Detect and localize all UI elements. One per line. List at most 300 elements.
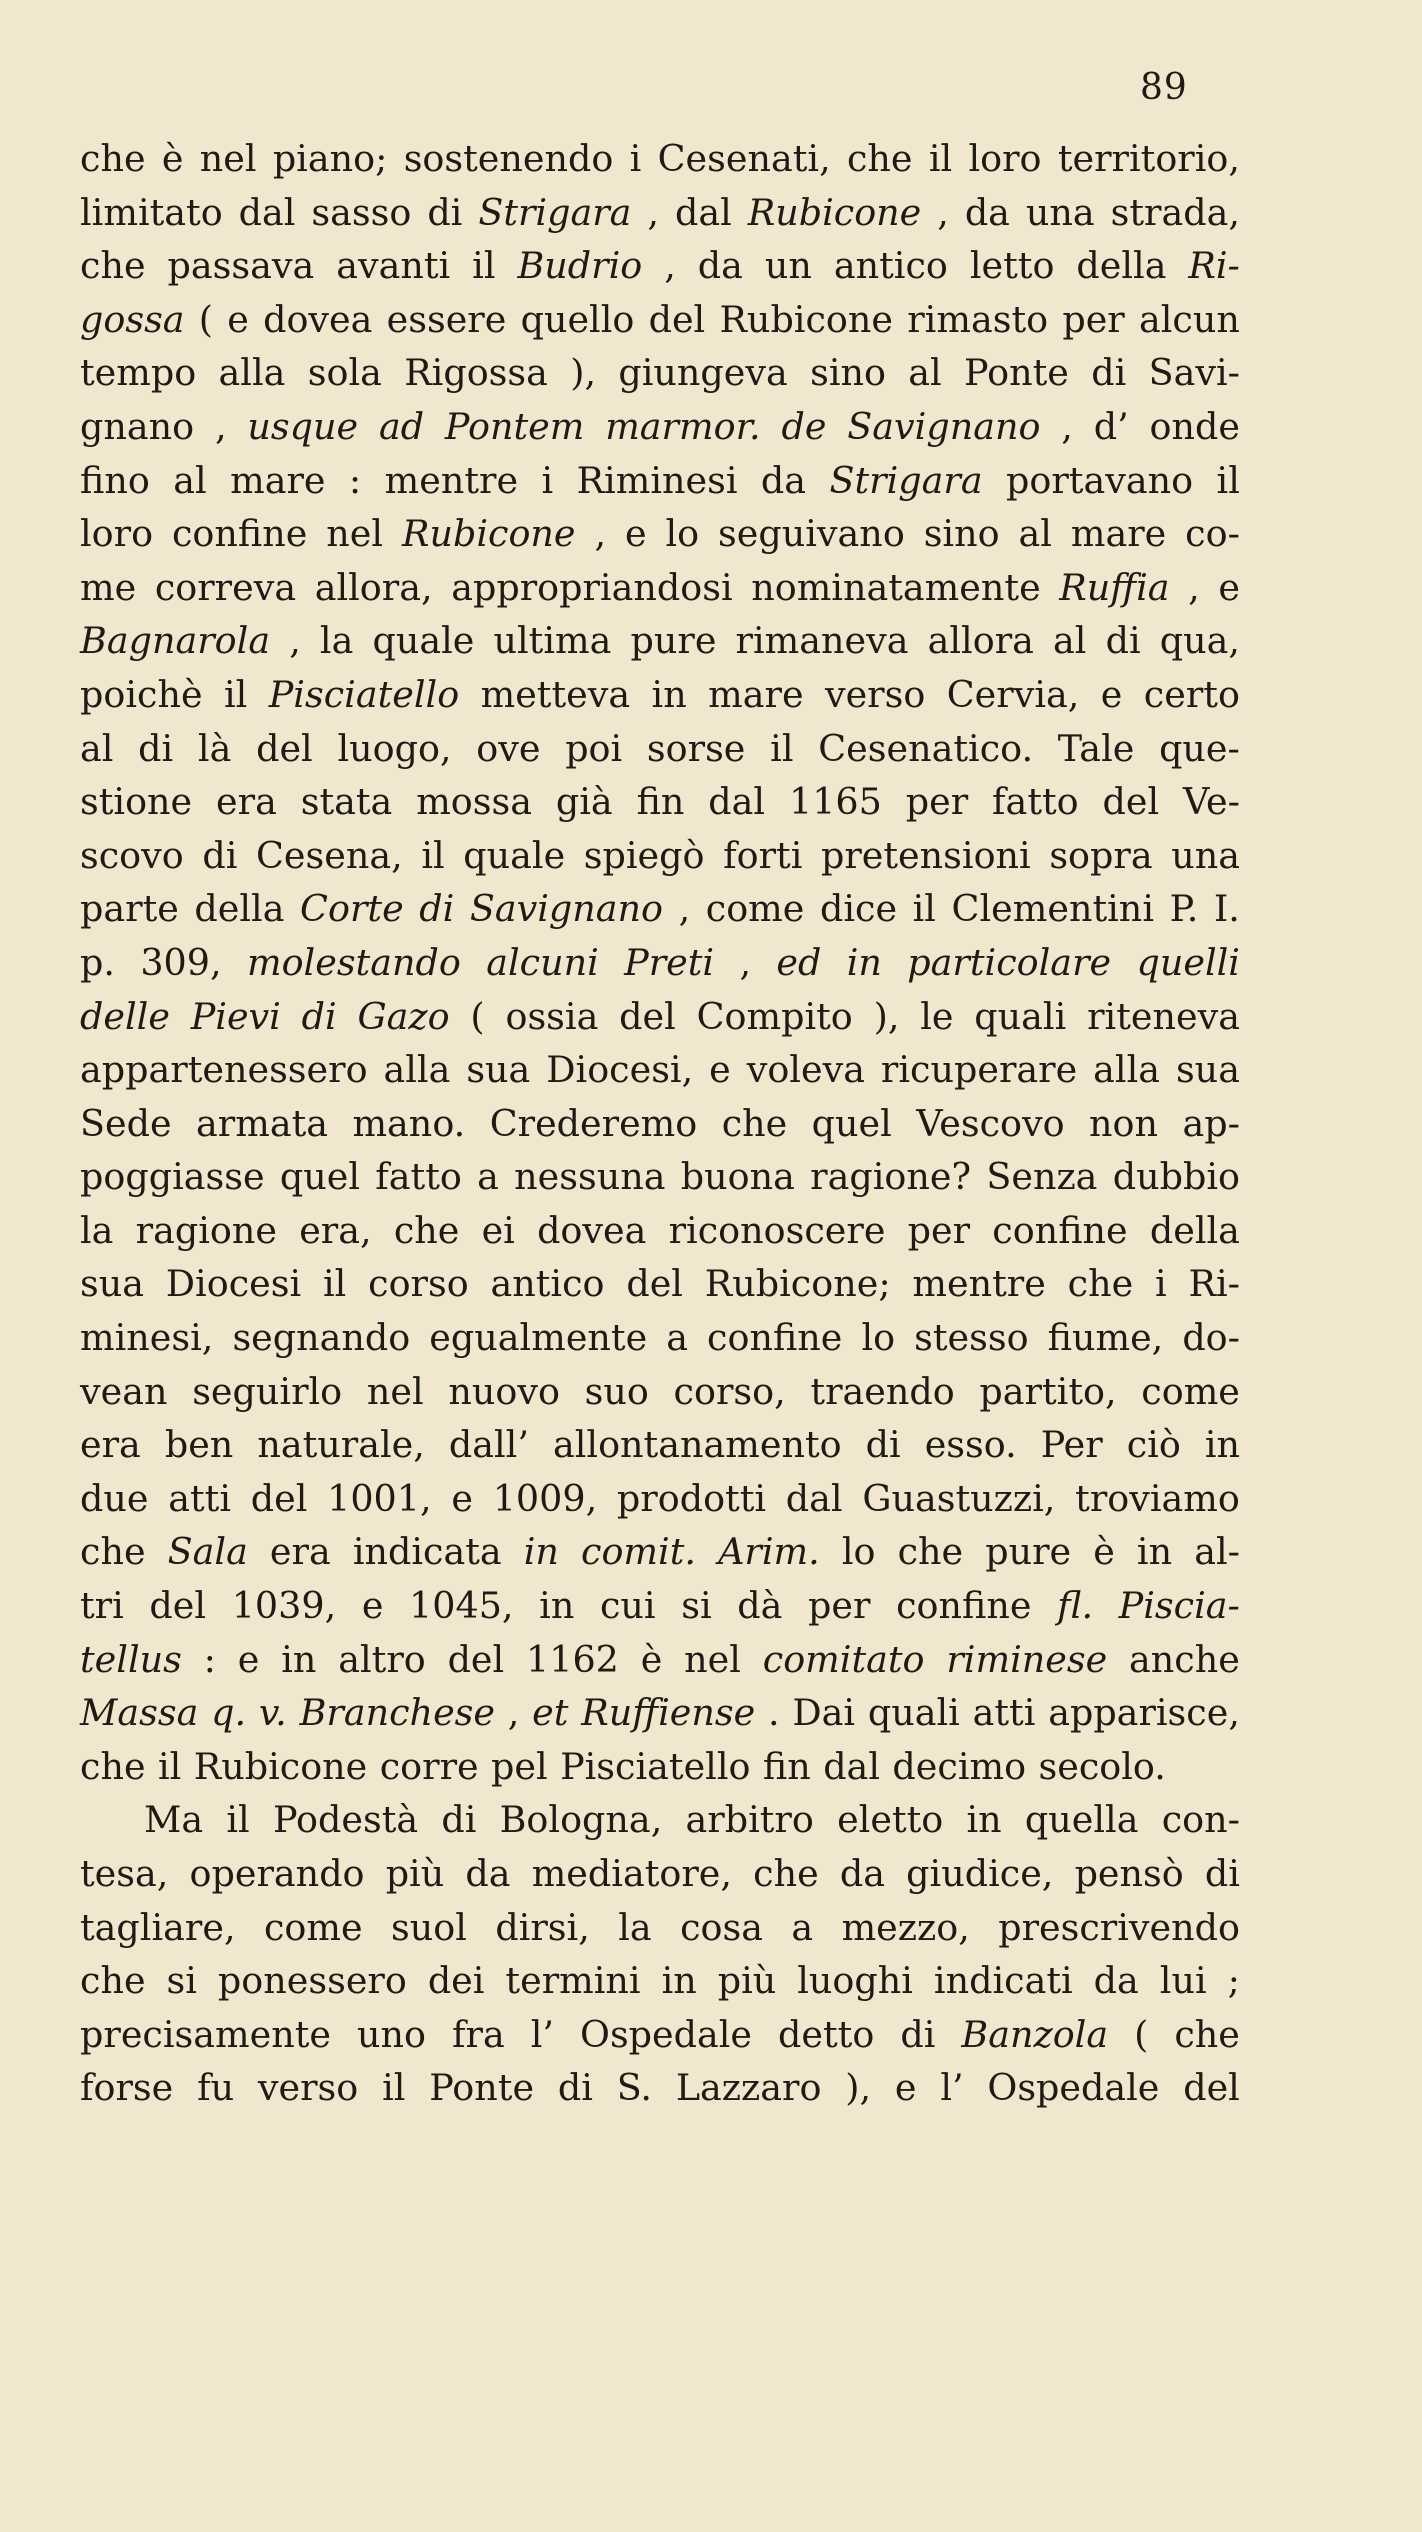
word: dovea [263,297,373,341]
italic-word: q. [211,1691,247,1735]
italic-word: marmor. [605,404,761,448]
text-line [80,1901,1240,1955]
word: fra [452,2012,505,2056]
word: , [664,244,676,288]
word: corso [368,1262,469,1306]
word: certo [1143,672,1240,716]
word: Diocesi, [546,1048,694,1092]
word: non [1089,1101,1159,1145]
word: e [227,297,249,341]
word: voleva [746,1048,865,1092]
word: corre [379,1744,479,1788]
text-line [80,1847,1240,1901]
word: , [507,1691,520,1735]
word: qua, [1159,619,1240,663]
text-line [80,186,1240,240]
word: : [348,458,362,502]
word: quali [867,1691,960,1735]
word: Ponte [964,351,1069,395]
word: Podestà [272,1798,419,1842]
word: sino [810,351,886,395]
word: al [908,351,942,395]
word: fino [80,458,150,502]
italic-word: comit. [581,1530,696,1574]
italic-word: di [301,994,337,1038]
word: la [80,1208,114,1252]
text-line [80,1043,1240,1097]
word: che [1067,1262,1134,1306]
word: Vescovo [916,1101,1065,1145]
word: Ospedale [987,2066,1160,2110]
word: che [846,137,913,180]
word: del [1183,2066,1240,2110]
word: cosa [680,1905,763,1949]
word: cui [599,1584,656,1628]
word: rimasto [907,297,1049,341]
word: altro [338,1637,426,1681]
word: essere [386,297,507,341]
word: che [80,1744,146,1788]
word: di [441,1798,477,1842]
text-line [80,936,1240,990]
word: fin [636,780,685,824]
word: indicati [933,1959,1073,2003]
word: traendo [810,1369,955,1413]
word: Ve- [1183,780,1240,824]
text-line [80,668,1240,722]
word: tri [80,1584,124,1628]
word: precisamente [80,2012,332,2056]
italic-word: Strigara [829,458,983,502]
word: letto [969,244,1055,288]
word: lo [861,1316,896,1360]
word: giudice, [906,1852,1054,1895]
italic-word: Rubicone [747,190,922,234]
word: riteneva [1087,994,1240,1038]
word: loro [968,137,1042,180]
word: nessuna [514,1155,666,1199]
word: che [393,1208,460,1252]
word: fiume, [1047,1316,1164,1360]
italic-word: Arim. [718,1530,820,1574]
text-line [80,2008,1240,2062]
word: quel [279,1155,360,1199]
word: poichè [80,672,203,716]
word: era [216,780,277,824]
word: 1045, [409,1584,514,1628]
word: dal [823,1744,880,1788]
italic-word: Banzola [961,2012,1109,2056]
word: i [629,137,642,180]
word: del [1102,780,1160,824]
word: i [541,458,554,502]
word: in [281,1637,317,1681]
word: ; [1227,1959,1240,2003]
word: dei [427,1959,485,2003]
word: arbitro [685,1798,814,1842]
word: Crederemo [489,1101,698,1145]
word: termini [505,1959,641,2003]
word: P. [1169,887,1199,931]
word: suo [584,1369,649,1413]
word: , [739,940,752,984]
word: metteva [480,672,631,716]
word: è [1093,1530,1115,1574]
word: antico [490,1262,605,1306]
italic-word: gossa [80,297,185,341]
word: e [624,512,647,556]
text-line [80,400,1240,454]
word: , [1188,565,1200,609]
word: segnando [232,1316,411,1360]
word: del [626,1262,683,1306]
word: come [1141,1369,1240,1413]
word: dirsi, [495,1905,590,1949]
text-line [80,1954,1240,2008]
word: da [964,190,1010,234]
word: sua [80,1262,144,1306]
text-line [80,507,1240,561]
text-line [80,882,1240,936]
text-line [80,561,1240,615]
italic-word: ed [776,940,822,984]
word: confine [707,1316,843,1360]
word: strada, [1110,190,1240,234]
italic-word: Pievi [190,994,281,1038]
text-line [80,454,1240,508]
word: mare [708,672,804,716]
page-number: 89 [1140,67,1188,108]
word: pretensioni [820,833,1031,877]
italic-word: tellus [80,1637,182,1681]
word: fu [197,2066,235,2110]
word: pure [630,619,717,663]
word: il [912,887,936,931]
word: ), [845,2066,872,2110]
word: di [865,1423,901,1467]
italic-word: et [532,1691,569,1735]
word: il [226,1798,250,1842]
text-line [80,1579,1240,1633]
word: del [256,726,313,770]
word: detto [778,2012,875,2056]
word: 1162 [526,1637,619,1681]
word: del [149,1584,207,1628]
word: in [966,1798,1002,1842]
word: pure [985,1530,1072,1574]
word: ove [476,726,541,770]
italic-word: alcuni [486,940,599,984]
word: S. [616,2066,653,2110]
word: in [651,672,687,716]
word: sorse [646,726,746,770]
italic-word: Corte [300,887,404,931]
italic-word: Savignano [469,887,664,931]
word: a [477,1155,499,1199]
word: in [539,1584,575,1628]
word: Rubicone [193,1744,368,1788]
word: suol [391,1905,467,1949]
word: di [1105,619,1141,663]
word: me [80,565,137,609]
italic-word: Strigara [478,190,632,234]
word: là [197,726,232,770]
word: al [1018,512,1052,556]
word: al [1053,619,1087,663]
word: Clementini [951,887,1154,931]
text-line [80,722,1240,776]
word: che [753,1852,819,1895]
word: uno [357,2012,427,2056]
word: il [928,137,953,180]
word: che [80,137,146,180]
text-line [80,239,1240,293]
word: per [1062,297,1125,341]
word: verso [824,672,926,716]
word: si [681,1584,712,1628]
italic-word: usque [247,404,359,448]
word: al- [1194,1530,1240,1574]
text-line [80,1740,1240,1794]
word: un [764,244,812,288]
word: Cesenati, [657,137,831,180]
word: Ospedale [580,2012,753,2056]
word: rimaneva [735,619,909,663]
word: ( [470,994,485,1038]
body-text [80,132,1240,2115]
word: giungeva [618,351,788,395]
italic-word: Branchese [299,1691,495,1735]
word: per [905,780,969,824]
text-line [80,990,1240,1044]
word: della [1149,1208,1240,1252]
word: stione [80,780,193,824]
word: Ri- [1188,1262,1240,1306]
word: appropriandosi [451,565,733,609]
word: , [594,512,607,556]
word: i [1155,1262,1167,1306]
word: per [808,1584,871,1628]
word: al [80,726,114,770]
word: il [157,1744,182,1788]
italic-word: fl. [1057,1584,1094,1628]
word: quale [463,833,566,877]
word: dice [819,887,898,931]
word: esso. [924,1423,1017,1467]
word: sua [466,1048,531,1092]
word: con- [1161,1798,1240,1842]
word: dal [708,780,766,824]
word: correva [154,565,297,609]
word: p. [80,940,115,984]
word: quella [1024,1798,1139,1842]
word: portavano [1006,458,1194,502]
word: corso, [673,1369,786,1413]
word: che [80,1530,146,1574]
text-line [80,1365,1240,1419]
text-line [80,1418,1240,1472]
word: mentre [912,1262,1046,1306]
word: poggiasse [80,1155,265,1199]
word: , [937,190,949,234]
word: ap- [1182,1101,1240,1145]
word: prescrivendo [998,1905,1240,1949]
text-line [80,1793,1240,1847]
word: alla [383,1048,451,1092]
italic-word: delle [80,994,170,1038]
word: luogo, [337,726,452,770]
word: Riminesi [576,458,738,502]
word: che [80,244,146,288]
word: era, [299,1208,372,1252]
word: il [322,1262,347,1306]
word: il [770,726,794,770]
word: nel [326,512,384,556]
word: ponessero [217,1959,407,2003]
word: ben [164,1423,234,1467]
word: mano. [352,1101,466,1145]
text-line [80,1311,1240,1365]
word: quali [974,994,1067,1038]
word: 1009, [492,1476,598,1520]
word: avanti [336,244,451,288]
word: e [361,1584,384,1628]
italic-word: Gazo [357,994,450,1038]
word: Lazzaro [675,2066,822,2110]
word: allora [927,619,1034,663]
word: della [1076,244,1167,288]
word: Ponte [429,2066,535,2110]
word: mezzo, [841,1905,970,1949]
word: tagliare, [80,1905,236,1949]
word: dubbio [1112,1155,1240,1199]
word: Rubicone [719,297,894,341]
word: di [1204,1852,1240,1895]
word: 309, [140,940,222,984]
word: fatto [992,780,1079,824]
word: atti [972,1691,1036,1735]
word: decimo [892,1744,1027,1788]
text-line [80,293,1240,347]
word: era [269,1530,331,1574]
word: del [250,1476,308,1520]
italic-word: Pontem [444,404,585,448]
italic-word: ad [378,404,425,448]
word: sola [307,351,382,395]
word: Pisciatello [560,1744,751,1788]
word: Diocesi [165,1262,302,1306]
word: eletto [837,1798,944,1842]
text-line [80,614,1240,668]
word: per [907,1208,971,1252]
word: da [697,244,743,288]
word: sua [1175,1048,1240,1092]
word: il [223,672,248,716]
word: mare [1070,512,1167,556]
word: appartenessero [80,1048,368,1092]
word: confine [992,1208,1128,1252]
word: ei [481,1208,515,1252]
word: forti [723,833,803,877]
word: quale [372,619,475,663]
italic-word: riminese [946,1637,1108,1681]
word: minesi, [80,1316,214,1360]
word: fin [762,1744,811,1788]
italic-word: particolare [907,940,1112,984]
word: la [618,1905,652,1949]
word: del [648,297,706,341]
word: allontanamento [552,1423,842,1467]
text-line [80,1204,1240,1258]
word: alcun [1138,297,1240,341]
word: è [640,1637,663,1681]
word: Senza [986,1155,1098,1199]
word: in [1204,1423,1240,1467]
word: Tale [1057,726,1135,770]
word: da [839,1852,886,1895]
word: alla [1093,1048,1161,1092]
word: quel [811,1101,892,1145]
word: nuovo [448,1369,560,1413]
text-line [80,1257,1240,1311]
word: lui [1159,1959,1207,2003]
word: egualmente [429,1316,648,1360]
italic-word: v. [258,1691,287,1735]
word: stata [300,780,393,824]
text-line [80,1097,1240,1151]
word: Bologna, [499,1798,663,1842]
word: Rubicone; [704,1262,891,1306]
text-line [80,346,1240,400]
word: ossia [505,994,599,1038]
text-line [80,1525,1240,1579]
italic-word: Pisciatello [268,672,460,716]
word: . [767,1691,780,1735]
word: antico [833,244,948,288]
word: partito, [979,1369,1117,1413]
italic-word: Bagnarola [80,619,271,663]
word: mossa [416,780,532,824]
italic-word: Budrio [517,244,643,288]
word: allora, [314,565,433,609]
word: del [447,1637,505,1681]
word: l’ [530,2012,555,2056]
word: due [80,1476,149,1520]
word: mediatore, [531,1852,732,1895]
word: il [421,833,445,877]
italic-word: di [419,887,455,931]
word: dall’ [448,1423,529,1467]
word: è [161,137,184,180]
italic-word: de [781,404,827,448]
word: spiegò [583,833,705,877]
word: di [427,190,463,234]
word: atti [168,1476,231,1520]
italic-word: Ri- [1188,244,1240,288]
word: forse [80,2066,174,2110]
text-line [80,1686,1240,1740]
word: il [382,2066,406,2110]
word: naturale, [257,1423,425,1467]
word: indicata [352,1530,502,1574]
word: prodotti [616,1476,767,1520]
word: dal [238,190,296,234]
word: limitato [80,190,223,234]
word: ultima [493,619,612,663]
italic-word: Ruffia [1059,565,1170,609]
word: sostenendo [403,137,614,180]
word: parte [80,887,179,931]
